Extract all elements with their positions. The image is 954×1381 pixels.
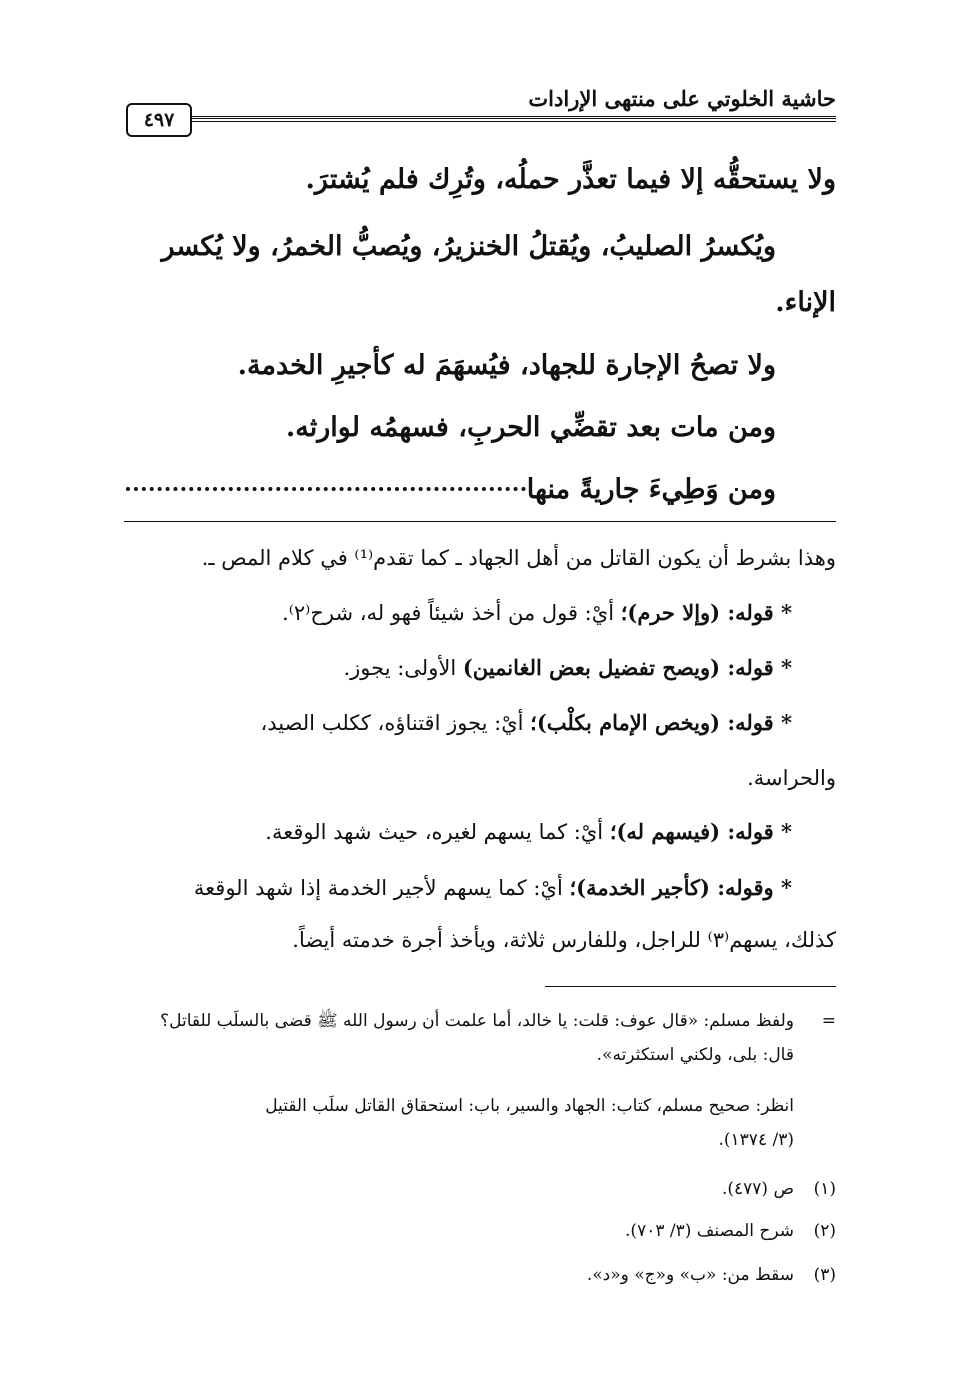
commentary-text: أيْ: كما يسهم لغيره، حيث شهد الوقعة. xyxy=(265,820,610,844)
commentary-text: الأولى: يجوز. xyxy=(343,656,463,680)
quote-label: * قوله: (ويصح تفضيل بعض الغانمين) xyxy=(462,655,792,680)
footnote-3 xyxy=(120,1262,836,1288)
footnote-continued: (٣/ ١٣٧٤). xyxy=(718,1130,794,1150)
commentary-paragraph: وهذا بشرط أن يكون القاتل من أهل الجهاد ـ كما تقدم⁽¹⁾ في كلام المص ـ. xyxy=(201,546,836,570)
running-header-title: حاشية الخلوتي على منتهى الإرادات xyxy=(528,86,836,111)
matn-line: ومن وَطِيءَ جاريةً منها xyxy=(526,474,776,505)
commentary-continuation: كذلك، يسهم⁽٣⁾ للراجل، وللفارس ثلاثة، ويأخذ أجرة خدمته أيضاً. xyxy=(292,928,836,952)
matn-line: ولا تصحُ الإجارة للجهاد، فيُسهَمَ له كأجيرِ الخدمة. xyxy=(237,350,776,381)
commentary-text: أيْ: يجوز اقتناؤه، ككلب الصيد، xyxy=(260,711,531,735)
commentary-text: أيْ: قول من أخذ شيئاً فهو له، شرح⁽٢⁾. xyxy=(282,601,621,625)
footnote-separator-rule xyxy=(545,986,836,987)
commentary-paragraph xyxy=(120,707,836,739)
matn-line: ومن مات بعد تقضِّي الحربِ، فسهمُه لوارثه. xyxy=(285,412,776,443)
footnote-number: (١) xyxy=(813,1179,836,1199)
matn-separator-rule xyxy=(124,521,836,522)
commentary-continuation: والحراسة. xyxy=(747,766,836,790)
quote-label: * قوله: (وإلا حرم)؛ xyxy=(620,600,792,625)
continuation-mark: = xyxy=(821,1011,836,1031)
quote-label: * قوله: (ويخص الإمام بكلْب)؛ xyxy=(530,710,792,735)
footnote-continued: قال: بلى، ولكني استكثرته». xyxy=(596,1045,794,1065)
matn-line: ويُكسرُ الصليبُ، ويُقتلُ الخنزيرُ، ويُصبُّ الخمرُ، ولا يُكسر xyxy=(161,231,776,262)
commentary-text: أيْ: كما يسهم لأجير الخدمة إذا شهد الوقعة xyxy=(193,876,570,900)
page-number: ٤٩٧ xyxy=(126,103,192,137)
footnote-continued xyxy=(120,1008,836,1034)
footnote-1 xyxy=(120,1176,836,1202)
footnote-number: (٢) xyxy=(813,1221,836,1241)
dotted-leader xyxy=(126,487,526,491)
footnote-text: ولفظ مسلم: «قال عوف: قلت: يا خالد، أما علمت أن رسول الله ﷺ قضى بالسلَب للقاتل؟ xyxy=(160,1011,794,1031)
header-rule xyxy=(192,116,836,122)
footnote-continued: انظر: صحيح مسلم، كتاب: الجهاد والسير، باب: استحقاق القاتل سلَب القتيل xyxy=(265,1096,794,1116)
matn-line: الإناء. xyxy=(775,287,836,318)
footnote-text: شرح المصنف (٣/ ٧٠٣). xyxy=(625,1221,794,1241)
matn-line: ولا يستحقُّه إلا فيما تعذَّر حملُه، وتُرِك فلم يُشترَ. xyxy=(305,164,836,195)
commentary-paragraph xyxy=(120,652,836,684)
quote-label: * وقوله: (كأجير الخدمة)؛ xyxy=(569,875,792,900)
footnote-2 xyxy=(120,1218,836,1244)
quote-label: * قوله: (فيسهم له)؛ xyxy=(609,819,792,844)
footnote-number: (٣) xyxy=(813,1265,836,1285)
commentary-paragraph xyxy=(120,816,836,848)
commentary-paragraph xyxy=(120,872,836,904)
commentary-paragraph xyxy=(120,597,836,629)
footnote-text: ص (٤٧٧). xyxy=(721,1179,794,1199)
footnote-text: سقط من: «ب» و«ج» و«د». xyxy=(586,1265,794,1285)
